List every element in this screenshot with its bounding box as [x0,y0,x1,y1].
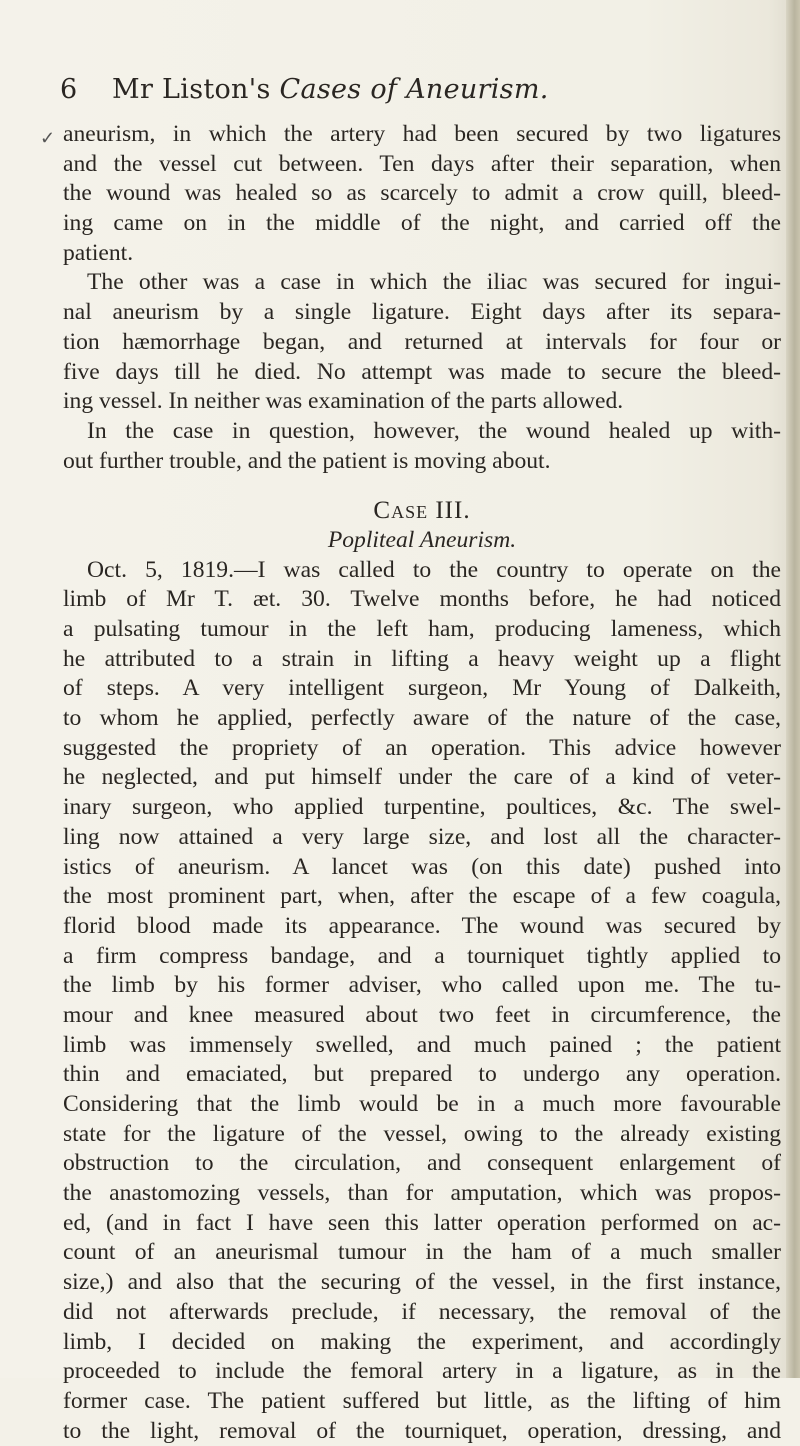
running-title-prefix: Mr Liston's [112,74,280,105]
paragraph-1 [63,120,781,268]
text-line: count of an aneurismal tumour in the ham of a much smaller [63,1239,781,1266]
text-line: tion hæmorrhage began, and returned at intervals for four or [63,328,781,355]
page-number: 6 [60,74,78,105]
text-line: did not afterwards preclude, if necessary, the removal of the [63,1298,781,1325]
text-line: inary surgeon, who applied turpentine, poultices, &c. The swel- [63,794,781,821]
text-line: nal aneurism by a single ligature. Eight days after its separa- [63,299,781,326]
text-line: patient. [63,239,134,266]
paragraph-3 [63,417,781,476]
text-line: istics of aneurism. A lancet was (on this date) pushed into [63,853,781,880]
text-line: mour and knee measured about two feet in circumference, the [63,1001,781,1028]
paragraph-2 [63,268,781,416]
text-line: the wound was healed so as scarcely to admit a crow quill, bleed- [63,180,781,207]
text-line: to the light, removal of the tourniquet, operation, dressing, and [63,1417,781,1444]
text-line: obstruction to the circulation, and consequent enlargement of [63,1150,781,1177]
text-line: suggested the propriety of an operation. This advice however [63,734,781,761]
text-line: former case. The patient suffered but little, as the lifting of him [63,1387,781,1414]
text-line: limb was immensely swelled, and much pained ; the patient [63,1031,781,1058]
text-line: limb, I decided on making the experiment, and accordingly [63,1328,781,1355]
text-line: In the case in question, however, the wound healed up with- [87,417,781,444]
text-line: the most prominent part, when, after the escape of a few coagula, [63,883,781,910]
text-line: five days till he died. No attempt was made to secure the bleed- [63,358,781,385]
text-line: The other was a case in which the iliac was secured for ingui- [87,269,781,296]
text-line: he attributed to a strain in lifting a heavy weight up a flight [63,645,781,672]
paragraph-4 [63,556,781,1446]
text-line: of steps. A very intelligent surgeon, Mr Young of Dalkeith, [63,675,781,702]
margin-checkmark: ✓ [40,128,56,149]
text-line: ed, (and in fact I have seen this latter operation performed on ac- [63,1209,781,1236]
text-line: ling now attained a very large size, and lost all the character- [63,823,781,850]
text-line: Oct. 5, 1819.—I was called to the country to operate on the [87,556,781,583]
text-line: size,) and also that the securing of the vessel, in the first instance, [63,1269,781,1296]
running-title-italic: Cases of Aneurism. [279,74,549,105]
text-line: aneurism, in which the artery had been secured by two ligatures [63,121,781,147]
page-edge [786,0,800,1378]
text-line: he neglected, and put himself under the care of a kind of veter- [63,764,781,791]
text-line: proceeded to include the femoral artery in a ligature, as in the [63,1358,781,1385]
text-line: ing came on in the middle of the night, and carried off the [63,210,781,237]
page-header [60,70,780,110]
running-title [112,70,549,110]
text-line: florid blood made its appearance. The wound was secured by [63,912,781,939]
text-line: the anastomozing vessels, than for amputation, which was propos- [63,1180,781,1207]
case-subheading: Popliteal Aneurism. [327,526,517,553]
text-line: Considering that the limb would be in a much more favourable [63,1091,781,1117]
text-line: out further trouble, and the patient is moving about. [63,447,551,474]
text-line: state for the ligature of the vessel, owing to the already existing [63,1120,781,1147]
text-line: limb of Mr T. æt. 30. Twelve months before, he had noticed [63,586,781,613]
text-line: ing vessel. In neither was examination of the parts allowed. [63,388,624,415]
body-text [63,120,781,1446]
text-line: and the vessel cut between. Ten days after their separation, when [63,150,781,177]
text-line: to whom he applied, perfectly aware of the nature of the case, [63,705,781,732]
text-line: a firm compress bandage, and a tourniquet tightly applied to [63,942,781,969]
case-heading: Case III. [373,497,471,525]
text-line: a pulsating tumour in the left ham, producing lameness, which [63,616,781,642]
text-line: the limb by his former adviser, who called upon me. The tu- [63,972,781,999]
text-line: thin and emaciated, but prepared to undergo any operation. [63,1061,781,1088]
